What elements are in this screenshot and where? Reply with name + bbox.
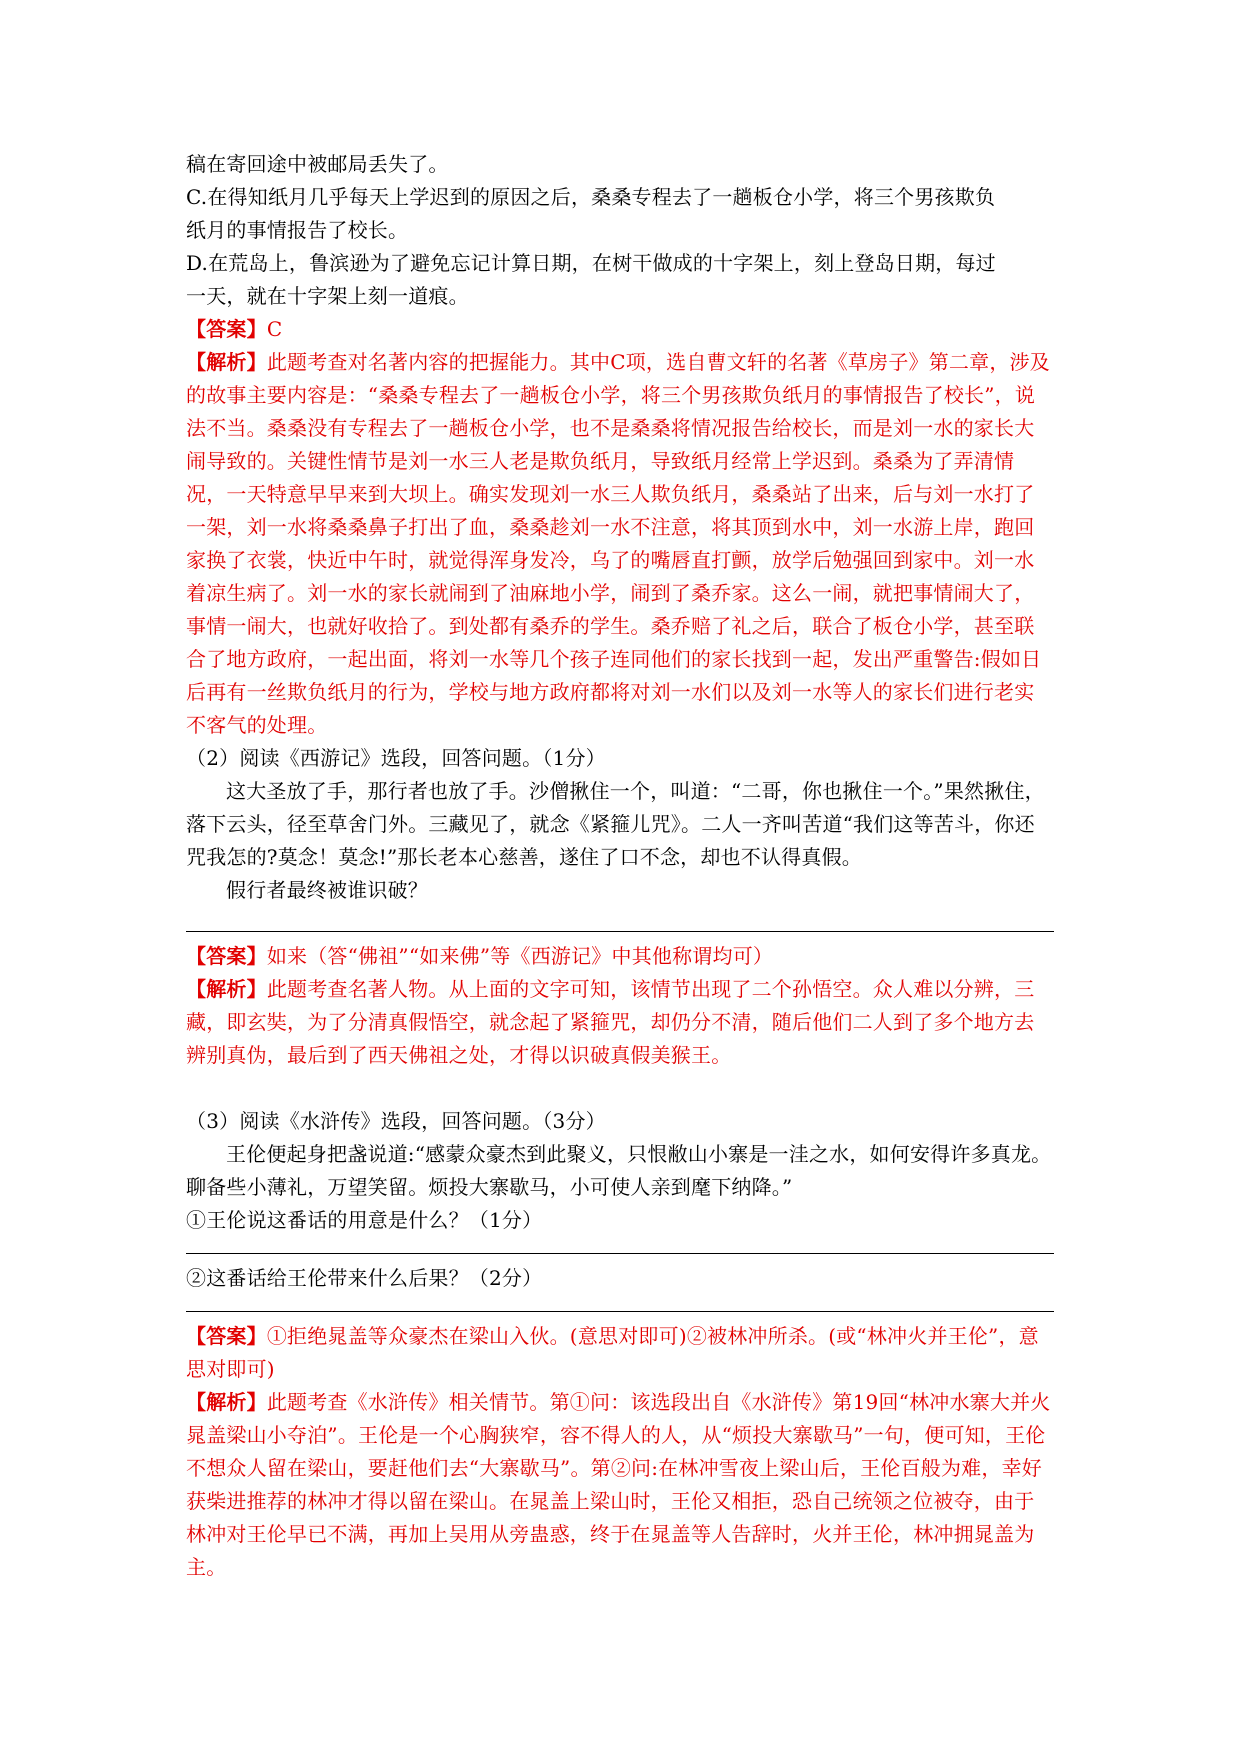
analysis-text: 此题考查对名著内容的把握能力。其中C项，选自曹文轩的名著《草房子》第二章，涉及的故事主要内容是：“桑桑专程去了一趟板仓小学，将三个男孩欺负纸月的事情报告了校长”，说法不当。桑桑没有专程去了一趟板仓小学，也不是桑桑将情况报告给校长，而是刘一水的家长大闹导致的。关键性情节是刘一水三人老是欺负纸月，导致纸月经常上学迟到。桑桑为了弄清情况，一天特意早早来到大坝上。确实发现刘一水三人欺负纸月，桑桑站了出来，后与刘一水打了一架，刘一水将桑桑鼻子打出了血，桑桑趁刘一水不注意，将其顶到水中，刘一水游上岸，跑回家换了衣裳，快近中午时，就觉得浑身发冷，乌了的嘴唇直打颤，放学后勉强回到家中。刘一水着凉生病了。刘一水的家长就闹到了油麻地小学，闹到了桑乔家。这么一闹，就把事情闹大了，事情一闹大，也就好收拾了。到处都有桑乔的学生。桑乔赔了礼之后，联合了板仓小学，甚至联合了地方政府，一起出面，将刘一水等几个孩子连同他们的家长找到一起，发出严重警告:假如日后再有一丝欺负纸月的行为，学校与地方政府都将对刘一水们以及刘一水等人的家长们进行老实不客气的处理。 xyxy=(186,350,1050,737)
answer-text: ①拒绝晁盖等众豪杰在梁山入伙。(意思对即可)②被林冲所杀。(或“林冲火并王伦”，意思对即可) xyxy=(186,1324,1039,1381)
analysis-tag: 【解析】 xyxy=(186,350,267,374)
answer-line xyxy=(186,1253,1054,1254)
q3-analysis xyxy=(186,1386,1071,1584)
answer-tag: 【答案】 xyxy=(186,317,267,341)
q1-analysis xyxy=(186,346,1054,742)
q2-question: 假行者最终被谁识破？ xyxy=(226,878,428,902)
answer-line xyxy=(186,931,1054,932)
analysis-tag: 【解析】 xyxy=(186,977,267,1001)
answer-tag: 【答案】 xyxy=(186,944,267,968)
answer-text: 如来（答“佛祖”“如来佛”等《西游记》中其他称谓均可） xyxy=(266,944,774,968)
answer-tag: 【答案】 xyxy=(186,1324,267,1348)
q3-sub-question-1: ①王伦说这番话的用意是什么？（1分） xyxy=(186,1208,543,1232)
answer-line xyxy=(186,1311,1054,1312)
q3-sub-question-2: ②这番话给王伦带来什么后果？（2分） xyxy=(186,1266,543,1290)
analysis-text: 此题考查名著人物。从上面的文字可知，该情节出现了二个孙悟空。众人难以分辨，三藏，即玄奘，为了分清真假悟空，就念起了紧箍咒，却仍分不清，随后他们二人到了多个地方去辨别真伪，最后到了西天佛祖之处，才得以识破真假美猴王。 xyxy=(186,977,1035,1067)
document-content xyxy=(186,148,1071,1584)
q3-answer xyxy=(186,1320,1054,1386)
q1-answer xyxy=(186,313,1054,346)
option-d-line-1: D.在荒岛上，鲁滨逊为了避免忘记计算日期，在树干做成的十字架上，刻上登岛日期，每过 xyxy=(186,251,996,275)
analysis-tag: 【解析】 xyxy=(186,1390,267,1414)
q2-analysis xyxy=(186,973,1054,1072)
option-d-line-2: 一天，就在十字架上刻一道痕。 xyxy=(186,284,469,308)
analysis-text: 此题考查《水浒传》相关情节。第①问：该选段出自《水浒传》第19回“林冲水寨大并火 晁盖梁山小夺泊”。王伦是一个心胸狭窄，容不得人的人，从“烦投大寨歇马”一句，便可知，王伦不想众人留在梁山，要赶他们去“大寨歇马”。第②问:在林冲雪夜上梁山后，王伦百般为难，幸好获柴进推荐的林冲才得以留在梁山。在晁盖上梁山时，王伦又相拒，恐自己统领之位被夺，由于林冲对王伦早已不满，再加上吴用从旁蛊惑，终于在晁盖等人告辞时，火并王伦，林冲拥晁盖为主。 xyxy=(186,1390,1071,1579)
option-c-line-2: 纸月的事情报告了校长。 xyxy=(186,218,409,242)
q3-passage: 王伦便起身把盏说道:“感蒙众豪杰到此聚义，只恨敝山小寨是一洼之水，如何安得许多真龙。聊备些小薄礼，万望笑留。烦投大寨歇马，小可使人亲到麾下纳降。” xyxy=(186,1142,1052,1199)
q2-passage: 这大圣放了手，那行者也放了手。沙僧揪住一个，叫道：“二哥，你也揪住一个。”果然揪住，落下云头，径至草舍门外。三藏见了，就念《紧箍儿咒》。二人一齐叫苦道“我们这等苦斗，你还咒我怎的?莫念！莫念!”那长老本心慈善，遂住了口不念，却也不认得真假。 xyxy=(186,779,1045,869)
q2-answer xyxy=(186,940,1054,973)
answer-text: C xyxy=(266,317,283,341)
text-line-1: 稿在寄回途中被邮局丢失了。 xyxy=(186,152,449,176)
option-c-line-1: C.在得知纸月几乎每天上学迟到的原因之后，桑桑专程去了一趟板仓小学，将三个男孩欺负 xyxy=(186,185,996,209)
q3-heading: （3）阅读《水浒传》选段，回答问题。（3分） xyxy=(186,1109,606,1133)
q2-heading: （2）阅读《西游记》选段，回答问题。（1分） xyxy=(186,746,606,770)
